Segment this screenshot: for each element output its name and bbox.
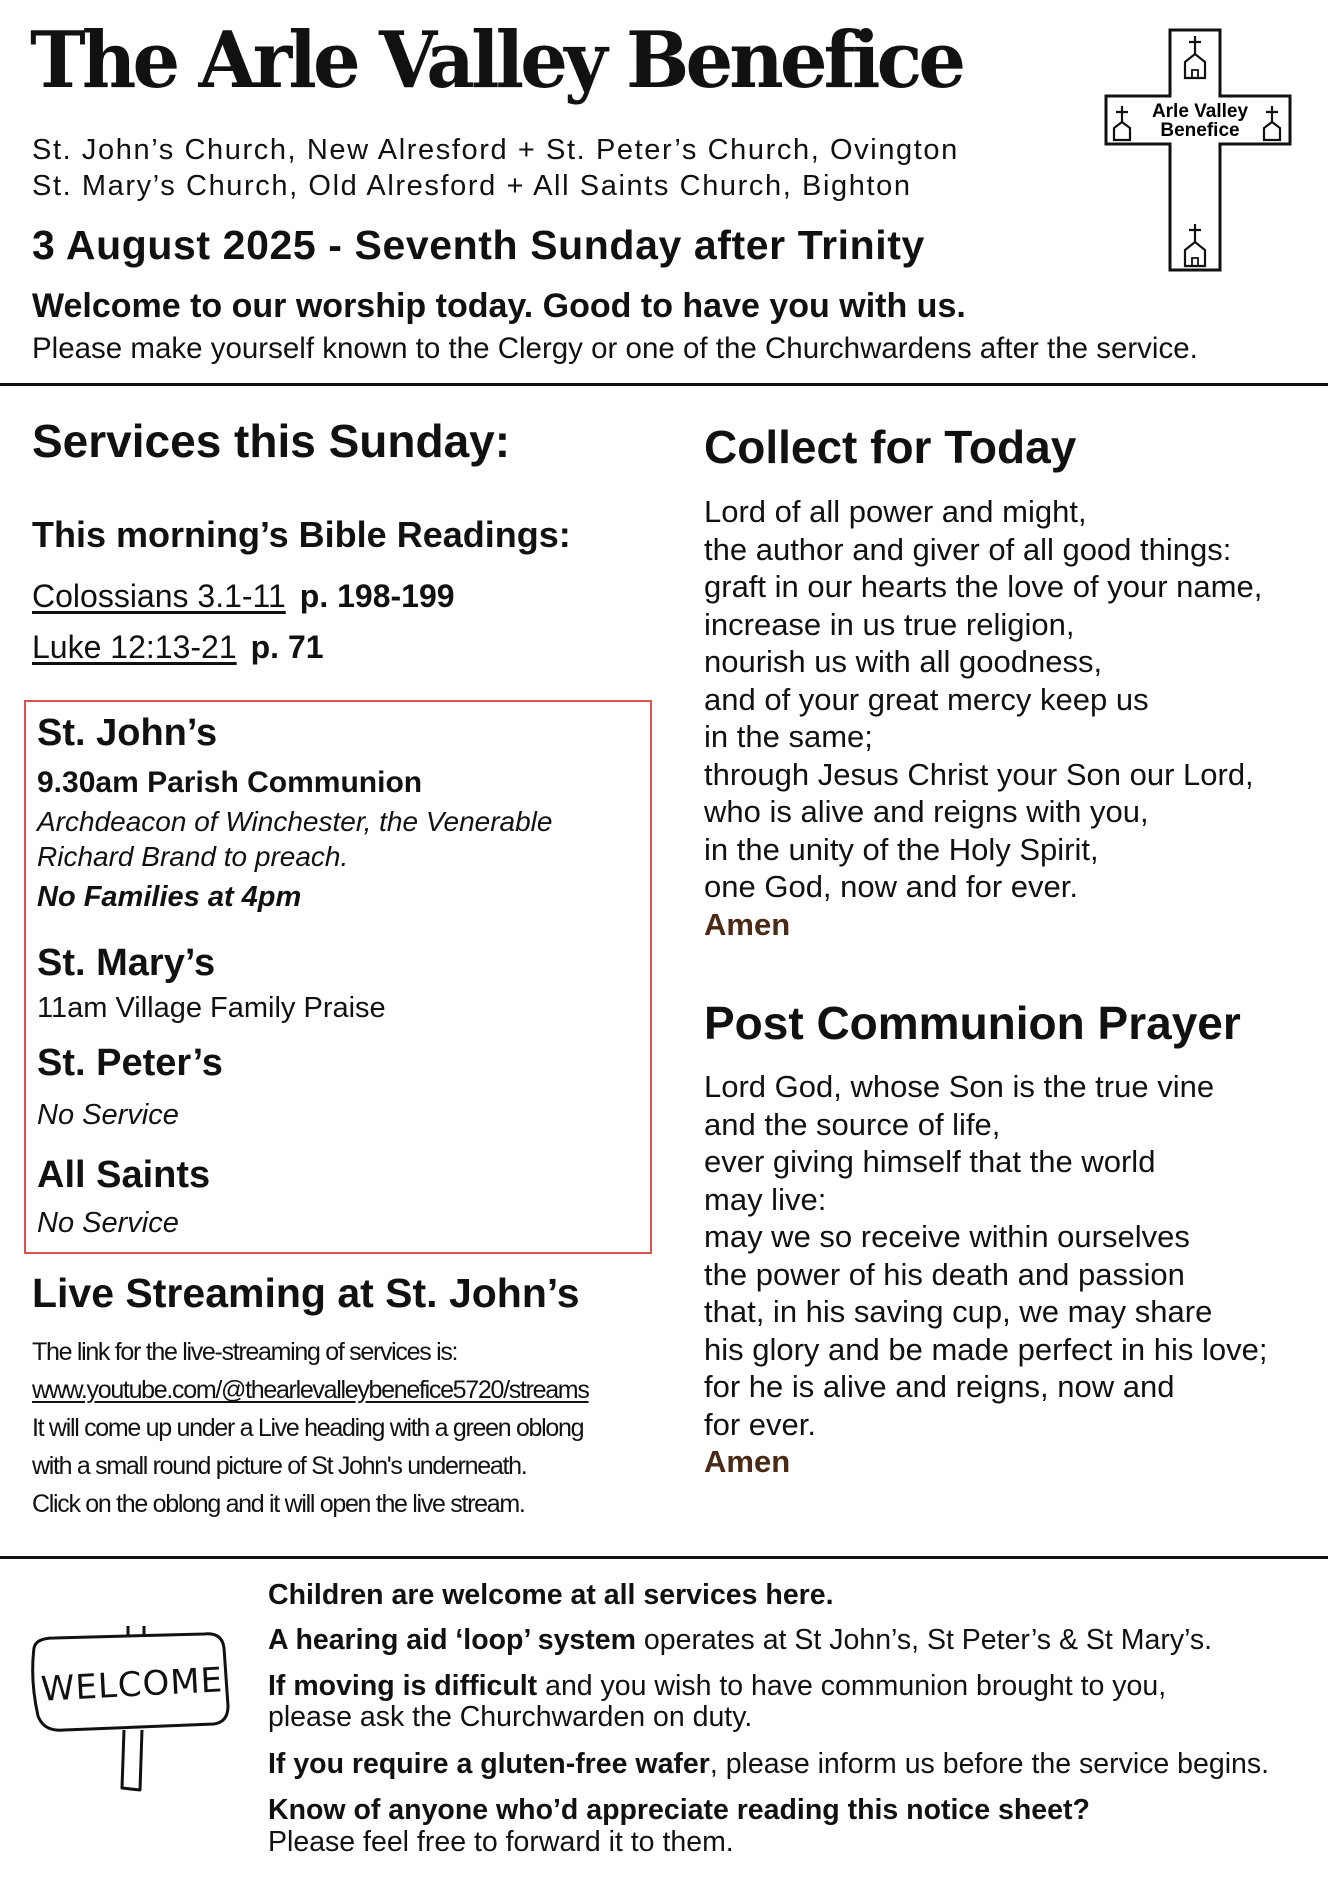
children-welcome: Children are welcome at all services here. (268, 1579, 834, 1611)
collect-heading: Collect for Today (704, 421, 1077, 473)
welcome-sign (24, 1620, 236, 1796)
st-peters-service: No Service (37, 1099, 179, 1131)
gluten-bold: If you require a gluten-free wafer (268, 1748, 710, 1780)
footer-divider (0, 1556, 1328, 1559)
post-communion-heading: Post Communion Prayer (704, 997, 1241, 1049)
prayer-line: through Jesus Christ your Son our Lord, (704, 756, 1254, 792)
churches-line-2: St. Mary’s Church, Old Alresford + All Saints Church, Bighton (32, 170, 912, 202)
prayer-line: ever giving himself that the world (704, 1144, 1156, 1179)
prayer-line: may live: (704, 1181, 827, 1217)
st-johns-preacher-1: Archdeacon of Winchester, the Venerable (37, 806, 553, 837)
readings-heading: This morning’s Bible Readings: (32, 514, 571, 555)
prayer-line: for ever. (704, 1406, 816, 1442)
live-line-3: It will come up under a Live heading with a green oblong (32, 1414, 584, 1442)
prayer-line: the power of his death and passion (704, 1256, 1185, 1292)
st-marys-name: St. Mary’s (37, 942, 216, 984)
prayer-line: Lord God, whose Son is the true vine (704, 1069, 1215, 1104)
prayer-line: nourish us with all goodness, (704, 644, 1103, 679)
welcome-subtext: Please make yourself known to the Clergy or one of the Churchwardens after the service. (32, 332, 1198, 365)
prayer-line: who is alive and reigns with you, (704, 794, 1149, 829)
churches-line-1: St. John’s Church, New Alresford + St. Peter’s Church, Ovington (32, 134, 959, 166)
live-line-4: with a small round picture of St John's underneath. (32, 1452, 527, 1480)
moving-rest: and you wish to have communion brought to you, (537, 1670, 1167, 1702)
prayer-line: the author and giver of all good things: (704, 531, 1232, 567)
all-saints-service: No Service (37, 1207, 179, 1239)
prayer-line: in the same; (704, 719, 873, 754)
prayer-line: increase in us true religion, (704, 606, 1075, 642)
reading-page: p. 71 (250, 629, 324, 665)
collect-amen: Amen (704, 906, 791, 942)
gluten-free-note (268, 1749, 1269, 1780)
live-streaming-heading: Live Streaming at St. John’s (32, 1270, 580, 1316)
hearing-loop-rest: operates at St John’s, St Peter’s & St Mary’s. (635, 1624, 1213, 1656)
st-johns-preacher-2: Richard Brand to preach. (37, 841, 349, 872)
live-line-1: The link for the live-streaming of services is: (32, 1338, 458, 1366)
hearing-loop-note (268, 1625, 1212, 1656)
gluten-rest: , please inform us before the service begins. (709, 1748, 1270, 1780)
cross-with-churches-icon (1106, 30, 1290, 270)
services-heading: Services this Sunday: (32, 415, 511, 467)
prayer-line: in the unity of the Holy Spirit, (704, 831, 1099, 867)
prayer-line: one God, now and for ever. (704, 869, 1078, 904)
prayer-line: for he is alive and reigns, now and (704, 1369, 1175, 1404)
welcome-heading: Welcome to our worship today. Good to have you with us. (32, 287, 966, 325)
post-communion-amen: Amen (704, 1444, 791, 1479)
service-date: 3 August 2025 - Seventh Sunday after Trinity (32, 222, 925, 268)
st-johns-name: St. John’s (37, 712, 218, 754)
reading-reference-link[interactable]: Colossians 3.1-11 (32, 578, 286, 614)
moving-bold: If moving is difficult (268, 1670, 538, 1702)
st-peters-name: St. Peter’s (37, 1042, 223, 1084)
hearing-loop-bold: A hearing aid ‘loop’ system (268, 1624, 636, 1656)
live-stream-link[interactable]: www.youtube.com/@thearlevalleybenefice5720/streams (32, 1376, 589, 1404)
all-saints-name: All Saints (37, 1154, 211, 1196)
st-johns-note: No Families at 4pm (37, 881, 302, 913)
reading-item (32, 578, 455, 615)
prayer-line: that, in his saving cup, we may share (704, 1294, 1213, 1329)
moving-note-line-2: please ask the Churchwarden on duty. (268, 1701, 753, 1733)
reading-page: p. 198-199 (299, 578, 455, 614)
welcome-sign-text: WELCOME (39, 1660, 225, 1710)
prayer-line: may we so receive within ourselves (704, 1219, 1190, 1254)
share-sheet-heading: Know of anyone who’d appreciate reading this notice sheet? (268, 1794, 1090, 1826)
reading-reference-link[interactable]: Luke 12:13-21 (32, 629, 237, 665)
moving-note (268, 1671, 1166, 1702)
live-line-5: Click on the oblong and it will open the live stream. (32, 1490, 525, 1518)
st-johns-time: 9.30am Parish Communion (37, 766, 423, 799)
reading-item (32, 629, 324, 666)
prayer-line: Lord of all power and might, (704, 494, 1087, 529)
benefice-logo (1104, 28, 1292, 272)
st-marys-service: 11am Village Family Praise (37, 992, 386, 1024)
prayer-line: graft in our hearts the love of your name, (704, 569, 1263, 604)
post-communion-text (704, 1068, 1267, 1481)
logo-text-line-1: Arle Valley (1151, 101, 1249, 122)
page-title: The Arle Valley Benefice (30, 15, 963, 106)
header-divider (0, 383, 1328, 386)
share-sheet-line: Please feel free to forward it to them. (268, 1826, 734, 1858)
logo-text-line-2: Benefice (1160, 120, 1240, 141)
collect-text (704, 493, 1262, 943)
prayer-line: and of your great mercy keep us (704, 681, 1149, 717)
prayer-line: his glory and be made perfect in his love; (704, 1331, 1268, 1367)
prayer-line: and the source of life, (704, 1106, 1001, 1142)
